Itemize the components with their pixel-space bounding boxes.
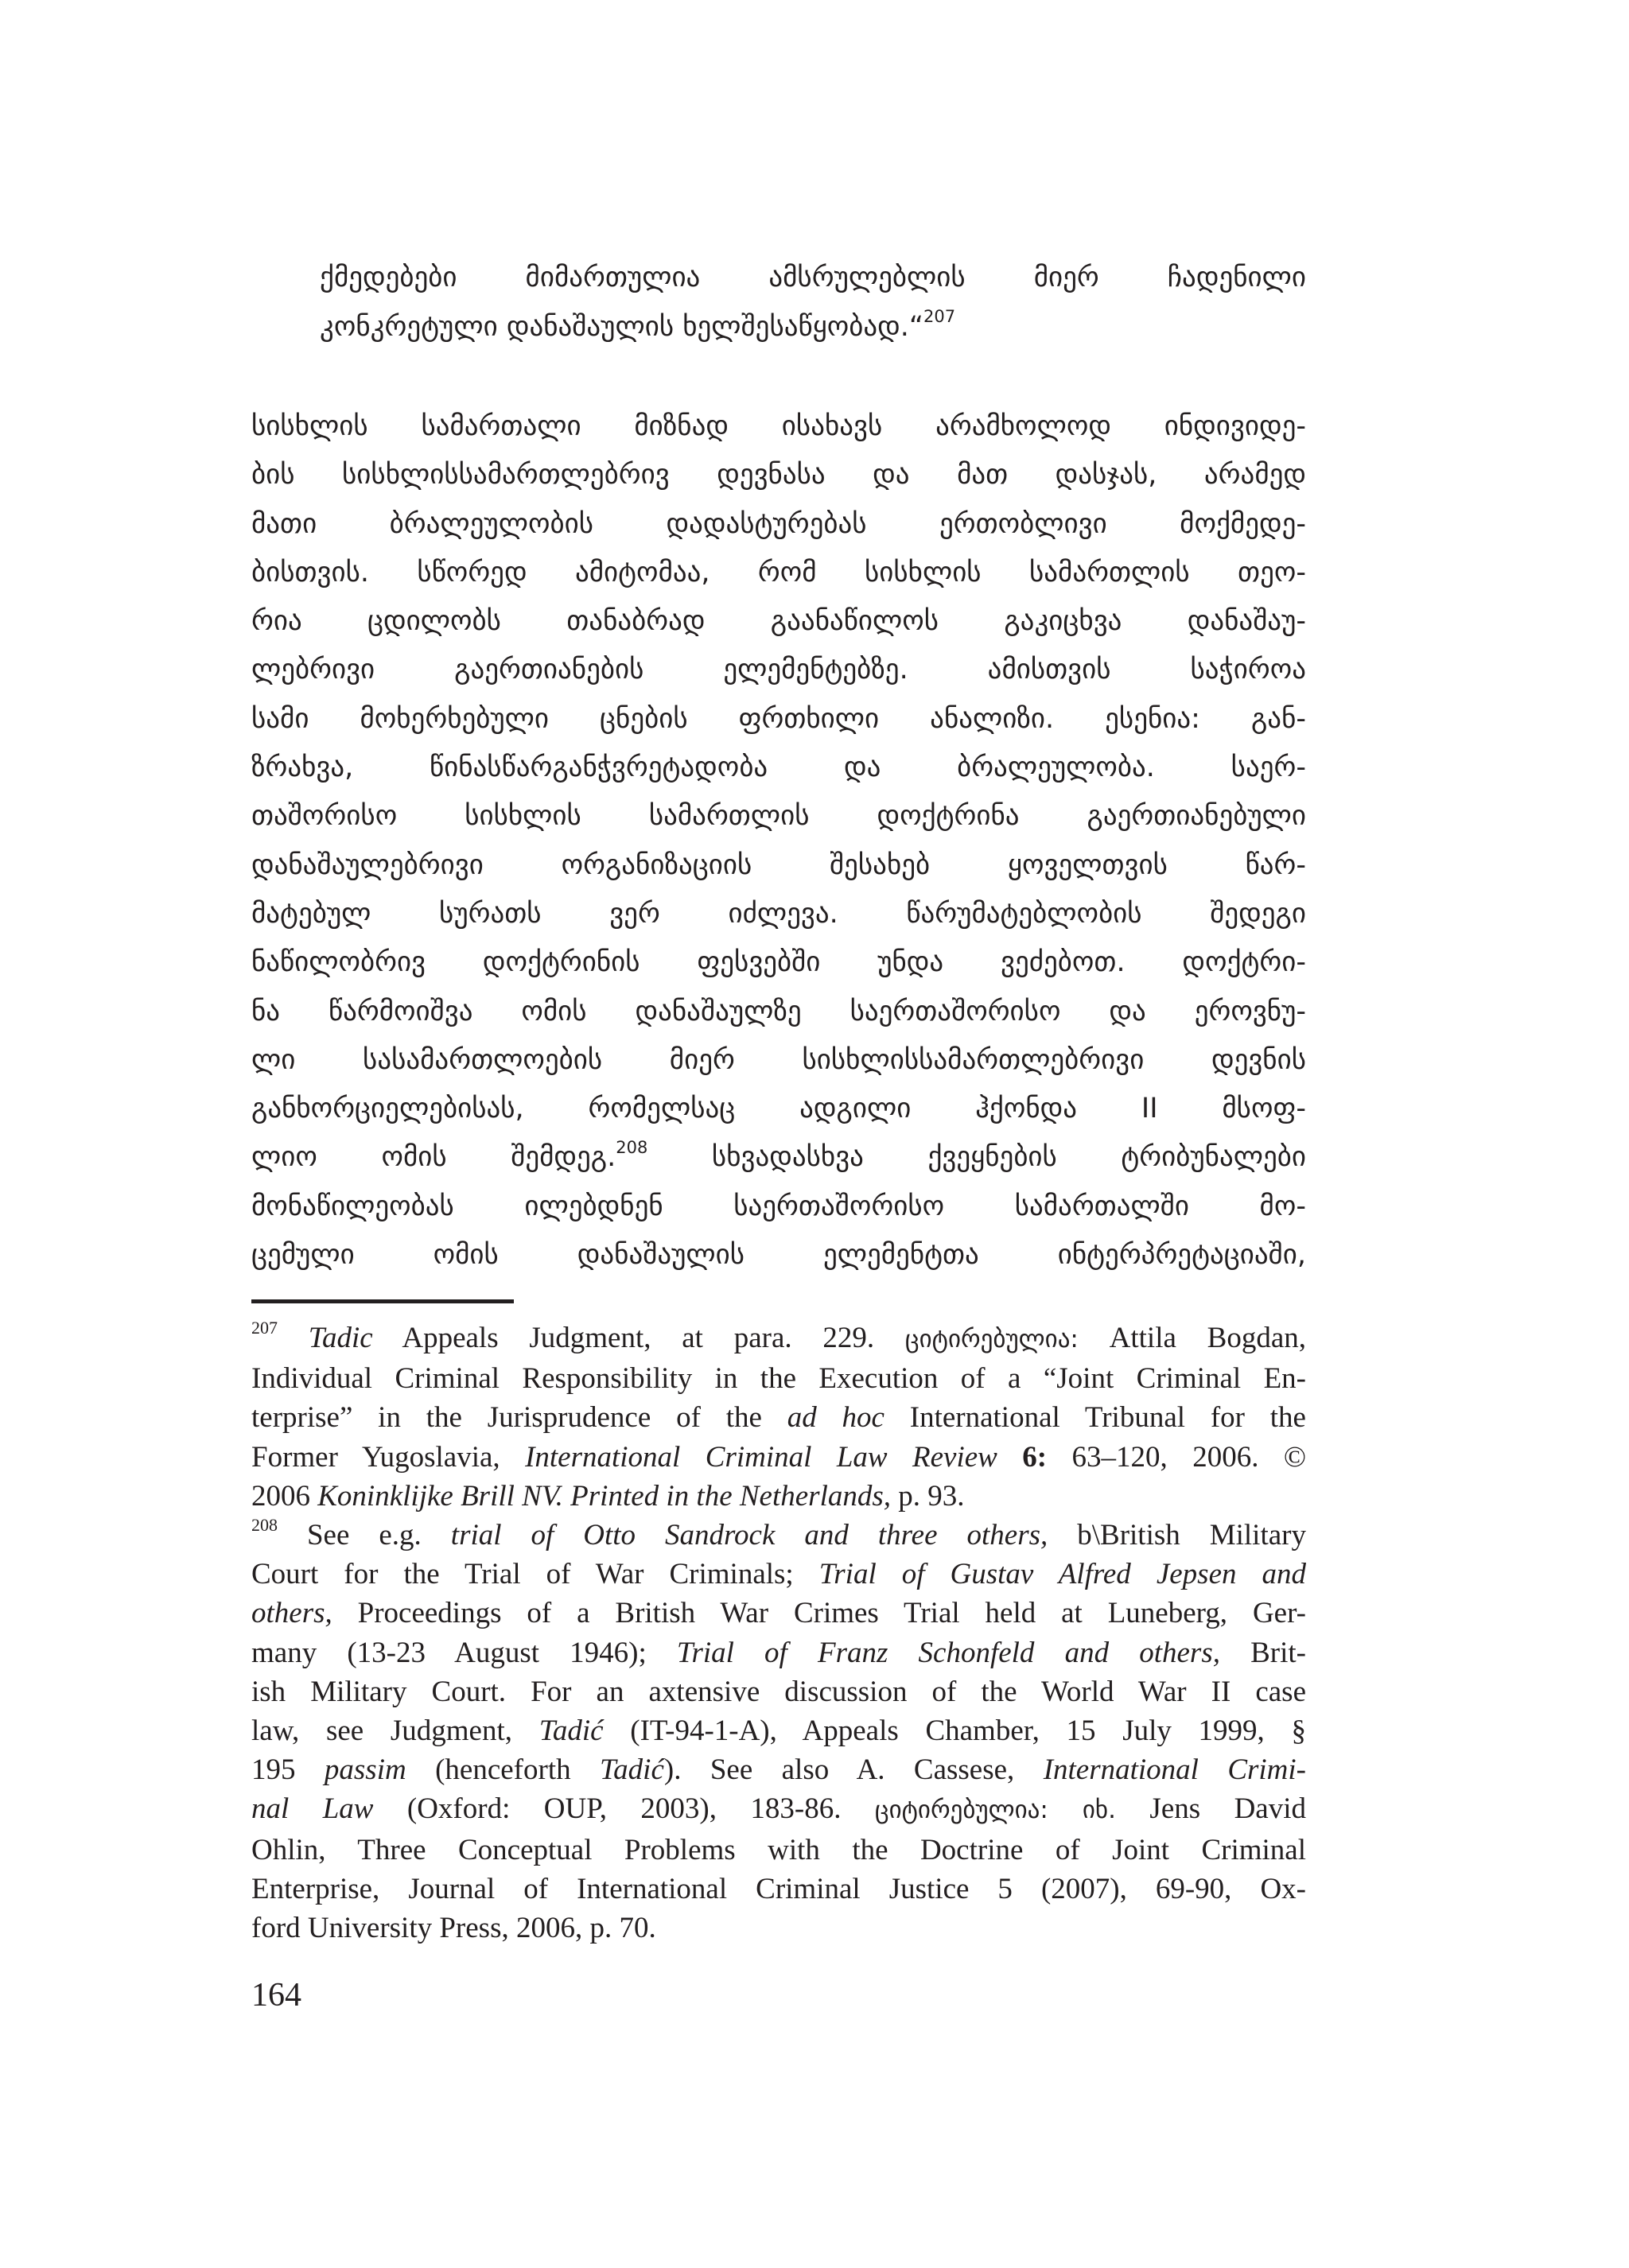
journal-title: International Criminal Law Review [525,1440,997,1474]
case-name: others, [251,1597,332,1630]
footnote-text: International Tribunal for the [884,1401,1306,1435]
volume-number: 6: [997,1440,1048,1474]
quote-line [320,302,1306,351]
paragraph-line: დანაშაულებრივი ორგანიზაციის შესახებ ყოველთვის წარ- [251,849,1306,881]
paragraph-line: ნა წარმოიშვა ომის დანაშაულზე საერთაშორისო და ეროვნუ- [251,995,1306,1027]
footnote-ref-208[interactable]: 208 [616,1137,648,1157]
paragraph-line: ნაწილობრივ დოქტრინის ფესვებში უნდა ვეძებოთ. დოქტრი- [251,946,1306,979]
footnote-text: 2006 [251,1479,318,1513]
case-name: Tadić [538,1715,604,1748]
book-title: nal Law [251,1792,374,1826]
footnote-line [251,1789,1306,1830]
footnote-line [251,1438,1306,1477]
footnote-text: Brit- [1219,1636,1306,1669]
paragraph-line [251,1133,1306,1182]
footnote-text: many (13-23 August 1946); [251,1636,677,1669]
paragraph-line: განხორციელებისას, რომელსაც ადგილი ჰქონდა II მსოფ- [251,1093,1306,1125]
paragraph-line: ლი სასამართლოების მიერ სისხლისსამართლებრივი დევნის [251,1043,1306,1076]
footnote-text: Appeals Judgment, at para. 229. [372,1322,905,1354]
footnote-georgian-text: ციტირებულია: [904,1325,1079,1353]
footnote-text: Former Yugoslavia, [251,1440,526,1474]
footnote-text: Attila Bogdan, [1078,1322,1306,1354]
footnote-text: Proceedings of a British War Crimes Trial held at Luneberg, Ger- [332,1597,1306,1630]
quote-line [320,253,1306,302]
footnote-text: 63–120, 2006. © [1047,1440,1306,1474]
quote-line-2-text: კონკრეტული დანაშაულის ხელშესაწყობად.“ [320,311,924,343]
page-number: 164 [251,1977,301,2014]
footnote-number: 208 [251,1516,278,1535]
footnote-line [251,1555,1306,1594]
block-quote [320,253,1306,351]
footnote-line: Ohlin, Three Conceptual Problems with the Doctrine of Joint Criminal [251,1833,1306,1866]
main-paragraph [251,402,1306,1280]
book-title: International Crimi- [1043,1753,1306,1787]
footnote-text: 195 [251,1753,325,1787]
footnote-ref-207[interactable]: 207 [923,307,956,327]
footnote-text: (IT-94-1-A), Appeals Chamber, 15 July 1999, § [603,1715,1306,1748]
paragraph-line: ცემული ომის დანაშაულის ელემენტთა ინტერპრეტაციაში, [251,1239,1306,1272]
footnote-line: Enterprise, Journal of International Criminal Justice 5 (2007), 69-90, Ox- [251,1872,1306,1905]
footnote-number: 207 [251,1318,278,1338]
footnote-207 [251,1318,1306,1516]
footnote-italic: passim [324,1753,406,1787]
paragraph-line-text: სხვადასხვა ქვეყნების ტრიბუნალები [647,1141,1306,1174]
footnote-line [251,1750,1306,1789]
paragraph-line-text: ლიო ომის შემდეგ. [251,1141,616,1174]
footnote-georgian-text: ციტირებულია: იხ. [874,1796,1116,1825]
paragraph-line: ზრახვა, წინასწარგანჭვრეტადობა და ბრალეულობა. საერ- [251,751,1306,784]
footnote-line [251,1398,1306,1437]
footnote-line: ish Military Court. For an axtensive discussion of the World War II case [251,1675,1306,1708]
footnote-separator [251,1299,514,1303]
footnote-line [251,1318,1306,1359]
case-name: Trial of Gustav Alfred Jepsen and [818,1558,1306,1591]
footnote-text: Court for the Trial of War Criminals; [251,1558,819,1591]
paragraph-line: სამი მოხერხებული ცნების ფრთხილი ანალიზი. ესენია: გან- [251,702,1306,735]
footnote-text: Jens David [1116,1792,1306,1826]
case-name: Tadić [599,1753,664,1787]
paragraph-line: თაშორისო სისხლის სამართლის დოქტრინა გაერთიანებული [251,800,1306,833]
footnote-line: ford University Press, 2006, p. 70. [251,1912,656,1945]
paragraph-line: სისხლის სამართალი მიზნად ისახავს არამხოლოდ ინდივიდე- [251,410,1306,442]
footnote-line [251,1594,1306,1633]
footnote-italic: Koninklijke Brill NV. Printed in the Netherlands, [317,1479,892,1513]
footnote-text: (henceforth [406,1753,600,1787]
footnote-text: law, see Judgment, [251,1715,539,1748]
footnote-208 [251,1516,1306,1948]
footnote-line [251,1633,1306,1672]
footnote-text: b\British Military [1048,1519,1306,1552]
footnote-italic: ad hoc [787,1401,884,1435]
footnote-line [251,1516,1306,1555]
footnote-line: Individual Criminal Responsibility in the Execution of a “Joint Criminal En- [251,1362,1306,1396]
footnote-text: terprise” in the Jurisprudence of the [251,1401,787,1435]
paragraph-line: მათი ბრალეულობის დადასტურებას ერთობლივი მოქმედე- [251,507,1306,540]
paragraph-line: მონაწილეობას ილებდნენ საერთაშორისო სამართალში მო- [251,1190,1306,1222]
case-name: Tadic [308,1322,373,1354]
paragraph-line: ბის სისხლისსამართლებრივ დევნასა და მათ დასჯას, არამედ [251,459,1306,491]
footnote-line [251,1711,1306,1750]
case-name: trial of Otto Sandrock and three others, [450,1519,1048,1552]
footnote-text: ). See also A. Cassese, [663,1753,1044,1787]
quote-line-1-text: ქმედებები მიმართულია ამსრულებლის მიერ ჩადენილი [320,262,1306,293]
paragraph-line: ლებრივი გაერთიანების ელემენტებზე. ამისთვის საჭიროა [251,654,1306,686]
paragraph-line: რია ცდილობს თანაბრად გაანაწილოს გაკიცხვა დანაშაუ- [251,605,1306,638]
footnote-line [251,1477,1306,1516]
footnote-text: p. 93. [891,1479,965,1513]
footnote-text: See e.g. [278,1519,451,1552]
footnotes [251,1318,1306,1948]
paragraph-line: ბისთვის. სწორედ ამიტომაა, რომ სისხლის სამართლის თეო- [251,556,1306,588]
case-name: Trial of Franz Schonfeld and others, [676,1636,1220,1669]
paragraph-line: მატებულ სურათს ვერ იძლევა. წარუმატებლობის შედეგი [251,897,1306,930]
footnote-text: (Oxford: OUP, 2003), 183-86. [373,1792,875,1826]
